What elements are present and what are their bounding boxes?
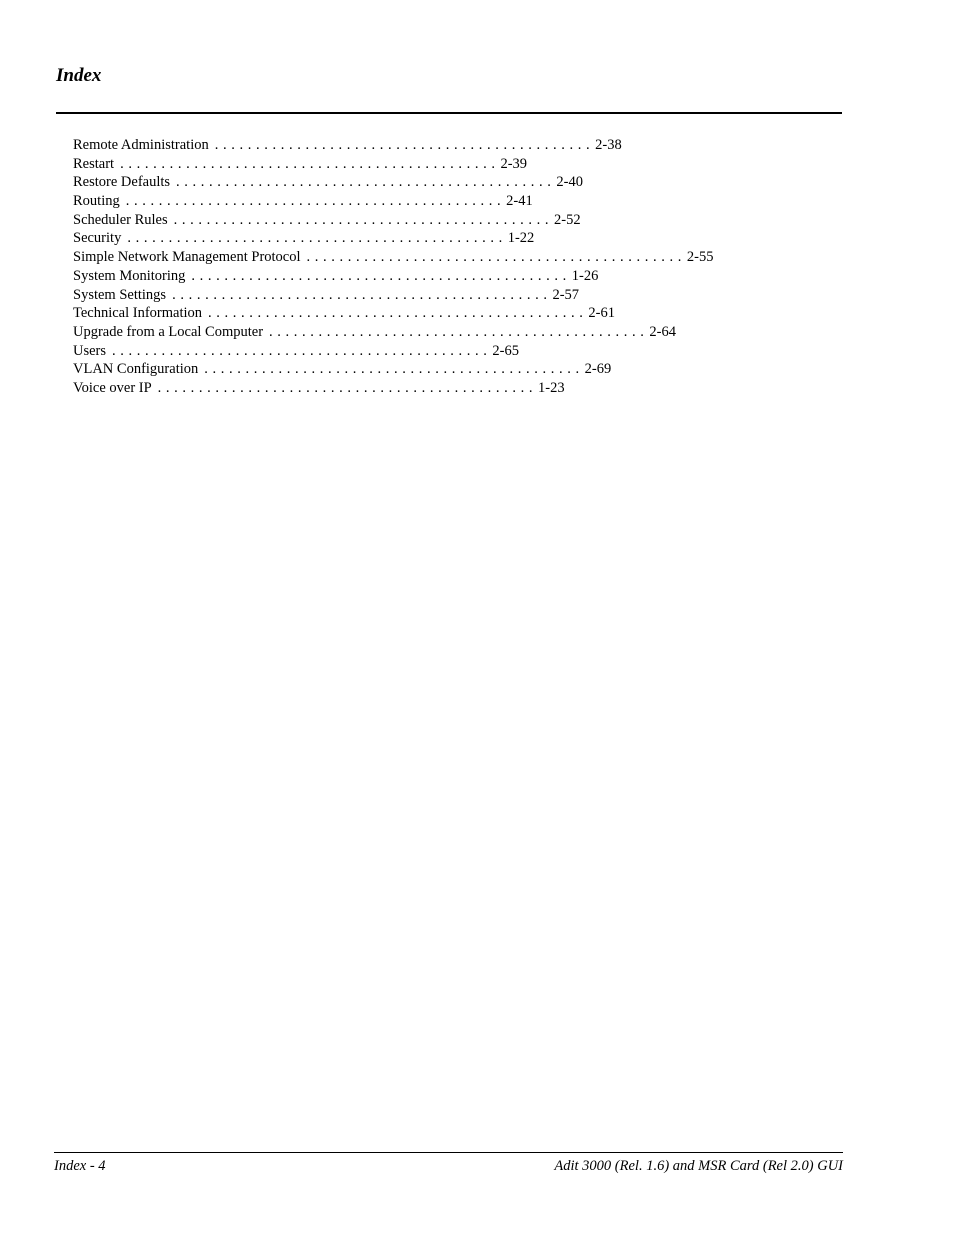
footer-page-label: Index - 4	[54, 1158, 106, 1174]
dot-leader: . . . . . . . . . . . . . . . . . . . . . . . . . . . . . . . . . . . . . . . . . . . . . .	[112, 342, 488, 359]
index-term: Users	[73, 342, 107, 359]
index-term: Voice over IP	[73, 379, 152, 396]
index-entry	[73, 173, 584, 192]
index-entry	[73, 192, 533, 211]
index-term: System Settings	[73, 286, 167, 303]
index-entry	[73, 379, 565, 398]
index-term: System Monitoring	[73, 267, 186, 284]
index-entry	[73, 360, 612, 379]
index-entry	[73, 211, 581, 230]
dot-leader: . . . . . . . . . . . . . . . . . . . . . . . . . . . . . . . . . . . . . . . . . . . . . .	[127, 230, 503, 247]
index-term: Technical Information	[73, 305, 203, 322]
index-page-number: 2-41	[506, 193, 533, 210]
index-entry	[73, 304, 615, 323]
footer-document-title: Adit 3000 (Rel. 1.6) and MSR Card (Rel 2.0) GUI	[554, 1158, 843, 1174]
index-entry	[73, 155, 528, 174]
dot-leader: . . . . . . . . . . . . . . . . . . . . . . . . . . . . . . . . . . . . . . . . . . . . . .	[306, 249, 682, 266]
index-term: VLAN Configuration	[73, 361, 199, 378]
dot-leader: . . . . . . . . . . . . . . . . . . . . . . . . . . . . . . . . . . . . . . . . . . . . . .	[269, 323, 645, 340]
index-entry	[73, 248, 714, 267]
index-entry	[73, 229, 535, 248]
index-term: Upgrade from a Local Computer	[73, 323, 264, 340]
dot-leader: . . . . . . . . . . . . . . . . . . . . . . . . . . . . . . . . . . . . . . . . . . . . . .	[208, 305, 584, 322]
index-page-number: 2-64	[649, 323, 677, 340]
dot-leader: . . . . . . . . . . . . . . . . . . . . . . . . . . . . . . . . . . . . . . . . . . . . . .	[173, 211, 550, 228]
index-term: Restore Defaults	[73, 174, 171, 191]
index-entry	[73, 136, 622, 155]
index-page-number: 2-40	[556, 174, 584, 191]
index-page-number: 1-22	[507, 230, 535, 247]
index-term: Security	[73, 230, 122, 247]
dot-leader: . . . . . . . . . . . . . . . . . . . . . . . . . . . . . . . . . . . . . . . . . . . . . .	[176, 174, 552, 191]
index-entry	[73, 323, 677, 342]
index-page-number: 2-52	[554, 211, 581, 228]
dot-leader: . . . . . . . . . . . . . . . . . . . . . . . . . . . . . . . . . . . . . . . . . . . . . .	[214, 137, 591, 153]
page-title: Index	[56, 65, 102, 86]
dot-leader: . . . . . . . . . . . . . . . . . . . . . . . . . . . . . . . . . . . . . . . . . . . . . .	[172, 286, 548, 303]
dot-leader: . . . . . . . . . . . . . . . . . . . . . . . . . . . . . . . . . . . . . . . . . . . . . .	[191, 267, 567, 284]
index-term: Routing	[73, 193, 120, 210]
index-page-number: 2-65	[492, 342, 519, 359]
index-page-number: 1-23	[538, 379, 565, 396]
index-term: Simple Network Management Protocol	[73, 249, 301, 266]
index-term: Remote Administration	[73, 137, 209, 153]
footer-rule	[54, 1152, 843, 1153]
index-term: Restart	[73, 155, 115, 172]
dot-leader: . . . . . . . . . . . . . . . . . . . . . . . . . . . . . . . . . . . . . . . . . . . . . .	[157, 379, 534, 396]
index-page-number: 2-55	[686, 249, 714, 266]
dot-leader: . . . . . . . . . . . . . . . . . . . . . . . . . . . . . . . . . . . . . . . . . . . . . .	[204, 361, 580, 378]
index-term: Scheduler Rules	[73, 211, 168, 228]
header-rule	[56, 112, 842, 114]
index-page-number: 2-38	[595, 137, 622, 153]
index-page-number: 2-69	[584, 361, 612, 378]
index-page-number: 2-57	[552, 286, 580, 303]
index-page-number: 2-61	[588, 305, 615, 322]
index-list	[73, 136, 714, 398]
dot-leader: . . . . . . . . . . . . . . . . . . . . . . . . . . . . . . . . . . . . . . . . . . . . . .	[120, 155, 496, 172]
index-entry	[73, 342, 519, 361]
index-page-number: 2-39	[500, 155, 528, 172]
index-entry	[73, 286, 580, 305]
index-entry	[73, 267, 599, 286]
index-page-number: 1-26	[571, 267, 599, 284]
dot-leader: . . . . . . . . . . . . . . . . . . . . . . . . . . . . . . . . . . . . . . . . . . . . . .	[125, 193, 502, 210]
